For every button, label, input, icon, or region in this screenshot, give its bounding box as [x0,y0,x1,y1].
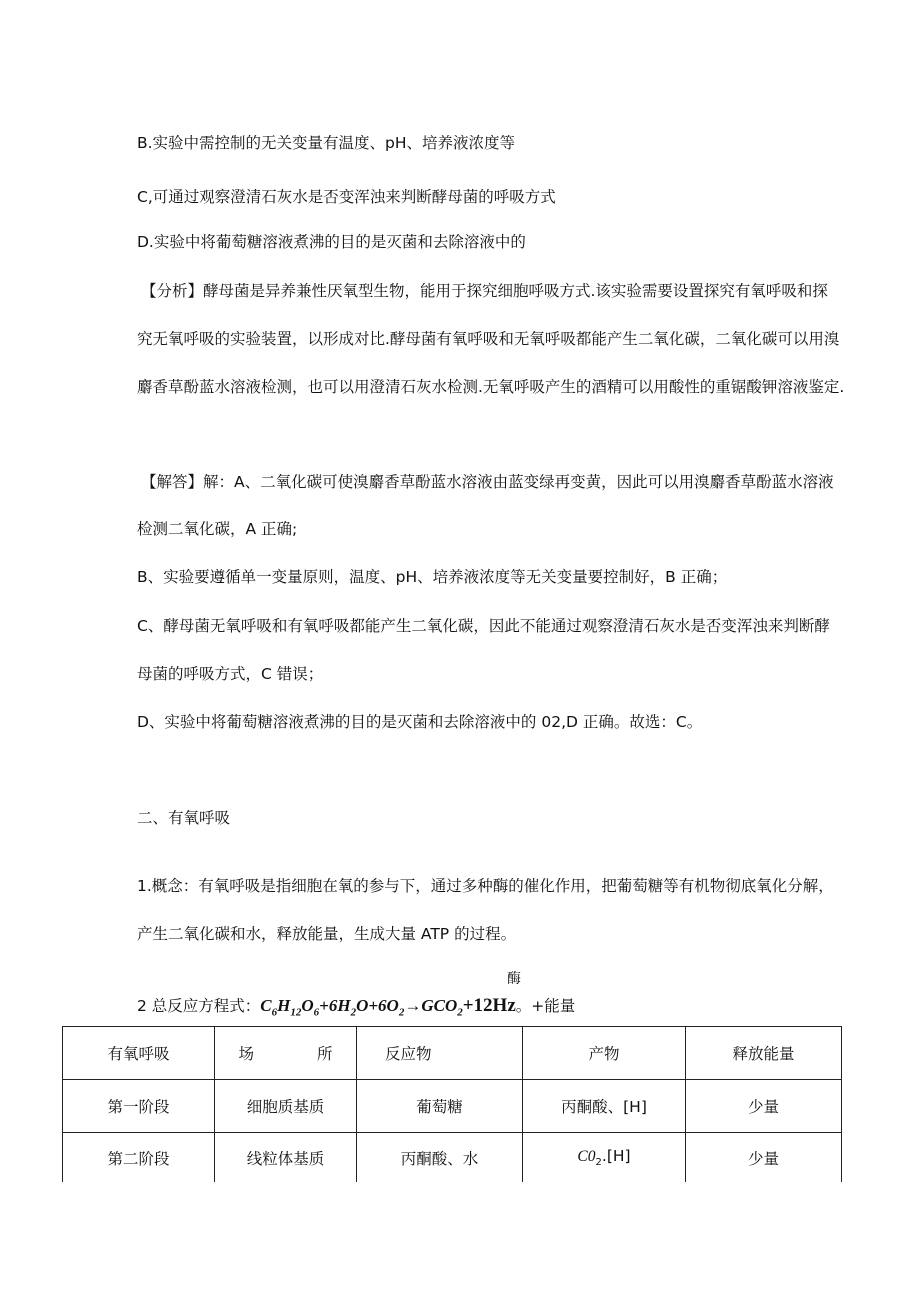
table-cell: 线粒体基质 [215,1133,357,1183]
answer-line-2: 检测二氧化碳，A 正确; [137,520,298,538]
option-b: B.实验中需控制的无关变量有温度、pH、培养液浓度等 [137,134,516,152]
concept-line-2: 产生二氧化碳和水，释放能量，生成大量 ATP 的过程。 [137,925,517,943]
option-c: C,可通过观察澄清石灰水是否变浑浊来判断酵母菌的呼吸方式 [137,188,556,206]
table-header-cell: 释放能量 [686,1027,842,1080]
table-cell: 第一阶段 [63,1080,215,1133]
table-cell: 葡萄糖 [357,1080,523,1133]
answer-line-4: C、酵母菌无氧呼吸和有氧呼吸都能产生二氧化碳，因此不能通过观察澄清石灰水是否变浑浊来判断酵 [137,617,830,635]
answer-line-3: B、实验要遵循单一变量原则，温度、pH、培养液浓度等无关变量要控制好，B 正确； [137,568,728,586]
option-d: D.实验中将葡萄糖溶液煮沸的目的是灭菌和去除溶液中的 [137,233,526,251]
analysis-line-2: 究无氧呼吸的实验装置，以形成对比.酵母菌有氧呼吸和无氧呼吸都能产生二氧化碳，二氧化碳可以用溴 [137,330,840,348]
concept-line-1: 1.概念：有氧呼吸是指细胞在氧的参与下，通过多种酶的催化作用，把葡萄糖等有机物彻底氧化分解， [137,877,834,895]
table-header-row [63,1027,842,1080]
table-header-cell: 反应物 [357,1027,523,1080]
table-header-cell: 产物 [523,1027,686,1080]
table-cell: 丙酮酸、水 [357,1133,523,1183]
equation-tail: +12Hz [462,995,516,1016]
answer-line-1: 【解答】解：A、二氧化碳可使溴麝香草酚蓝水溶液由蓝变绿再变黄，因此可以用溴麝香草酚蓝水溶液 [141,473,834,491]
equation-end: 。+能量 [515,997,576,1015]
section-title: 二、有氧呼吸 [137,809,231,827]
enzyme-label: 酶 [507,971,521,987]
table-cell: 少量 [686,1080,842,1133]
analysis-line-3: 麝香草酚蓝水溶液检测，也可以用澄清石灰水检测.无氧呼吸产生的酒精可以用酸性的重锯酸钾溶液鉴定. [137,378,845,396]
equation-formula: $C_6H_{12}O_6+6H_2O+6O_2\to GCO_2$ [260,996,463,1019]
analysis-line-1: 【分析】酵母菌是异养兼性厌氧型生物，能用于探究细胞呼吸方式.该实验需要设置探究有氧呼吸和探 [141,282,828,300]
table-header-cell: 有氧呼吸 [63,1027,215,1080]
table-cell: 第二阶段 [63,1133,215,1183]
table-cell: 细胞质基质 [215,1080,357,1133]
table-header-cell: 场 所 [215,1027,357,1080]
aerobic-respiration-table [62,1026,842,1182]
table-cell: $C0_2.[H]$ [523,1133,686,1183]
answer-line-5: 母菌的呼吸方式，C 错误； [137,665,324,683]
table-cell: 少量 [686,1133,842,1183]
equation-label: 2 总反应方程式： [137,997,261,1015]
table-row [63,1133,842,1183]
table-cell: 丙酮酸、[H] [523,1080,686,1133]
reaction-equation [137,994,575,1024]
table-row [63,1080,842,1133]
answer-line-6: D、实验中将葡萄糖溶液煮沸的目的是灭菌和去除溶液中的 02,D 正确。故选：C。 [137,713,703,731]
